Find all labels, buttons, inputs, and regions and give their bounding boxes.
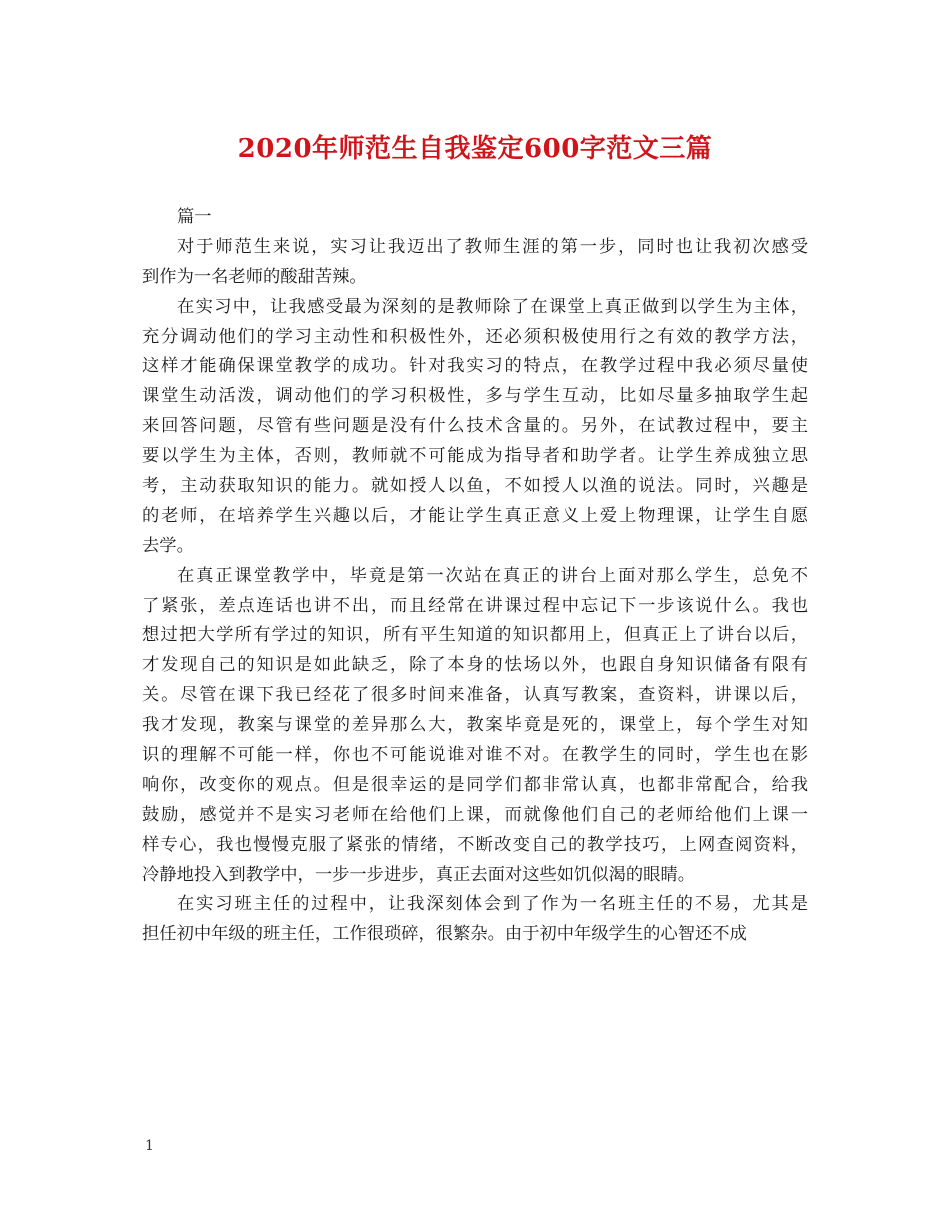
- text-line: 到作为一名老师的酸甜苦辣。: [142, 266, 367, 287]
- section-heading: 篇一: [177, 207, 212, 227]
- text-line: 识的理解不可能一样，你也不可能说谁对谁不对。在教学生的同时，学生也在影: [142, 745, 808, 766]
- text-line: 才发现自己的知识是如此缺乏，除了本身的怯场以外，也跟自身知识储备有限有: [142, 655, 808, 676]
- text-line: 鼓励，感觉并不是实习老师在给他们上课，而就像他们自己的老师给他们上课一: [142, 804, 808, 825]
- text-line: 在实习中，让我感受最为深刻的是教师除了在课堂上真正做到以学生为主体，: [177, 296, 808, 317]
- text-line: 课堂生动活泼，调动他们的学习积极性，多与学生互动，比如尽量多抽取学生起: [142, 386, 808, 407]
- document-body: [142, 203, 808, 950]
- text-line: 去学。: [142, 535, 194, 556]
- text-line: 考，主动获取知识的能力。就如授人以鱼，不如授人以渔的说法。同时，兴趣是: [142, 476, 808, 497]
- page-number: 1: [145, 1138, 154, 1154]
- text-line: 响你，改变你的观点。但是很幸运的是同学们都非常认真，也都非常配合，给我: [142, 774, 808, 795]
- text-line: 充分调动他们的学习主动性和积极性外，还必须积极使用行之有效的教学方法，: [142, 326, 808, 347]
- text-line: 样专心，我也慢慢克服了紧张的情绪，不断改变自己的教学技巧，上网查阅资料，: [142, 834, 808, 855]
- text-line: 了紧张，差点连话也讲不出，而且经常在讲课过程中忘记下一步该说什么。我也: [142, 595, 808, 616]
- text-line: 在实习班主任的过程中，让我深刻体会到了作为一名班主任的不易，尤其是: [177, 894, 808, 915]
- text-line: 这样才能确保课堂教学的成功。针对我实习的特点，在教学过程中我必须尽量使: [142, 356, 808, 377]
- text-line: 关。尽管在课下我已经花了很多时间来准备，认真写教案，查资料，讲课以后，: [142, 685, 808, 706]
- text-line: 要以学生为主体，否则，教师就不可能成为指导者和助学者。让学生养成独立思: [142, 446, 808, 467]
- text-line: 对于师范生来说，实习让我迈出了教师生涯的第一步，同时也让我初次感受: [177, 236, 808, 257]
- document-title: 2020年师范生自我鉴定600字范文三篇: [237, 134, 713, 164]
- text-line: 担任初中年级的班主任，工作很琐碎，很繁杂。由于初中年级学生的心智还不成: [142, 924, 747, 945]
- text-line: 在真正课堂教学中，毕竟是第一次站在真正的讲台上面对那么学生，总免不: [177, 565, 808, 586]
- text-line: 我才发现，教案与课堂的差异那么大，教案毕竟是死的，课堂上，每个学生对知: [142, 715, 808, 736]
- text-line: 冷静地投入到教学中，一步一步进步，真正去面对这些如饥似渴的眼睛。: [142, 864, 696, 885]
- text-line: 来回答问题，尽管有些问题是没有什么技术含量的。另外，在试教过程中，要主: [142, 416, 808, 437]
- paragraph-lines: [142, 233, 808, 950]
- text-line: 的老师，在培养学生兴趣以后，才能让学生真正意义上爱上物理课，让学生自愿: [142, 505, 808, 526]
- text-line: 想过把大学所有学过的知识，所有平生知道的知识都用上，但真正上了讲台以后，: [142, 625, 808, 646]
